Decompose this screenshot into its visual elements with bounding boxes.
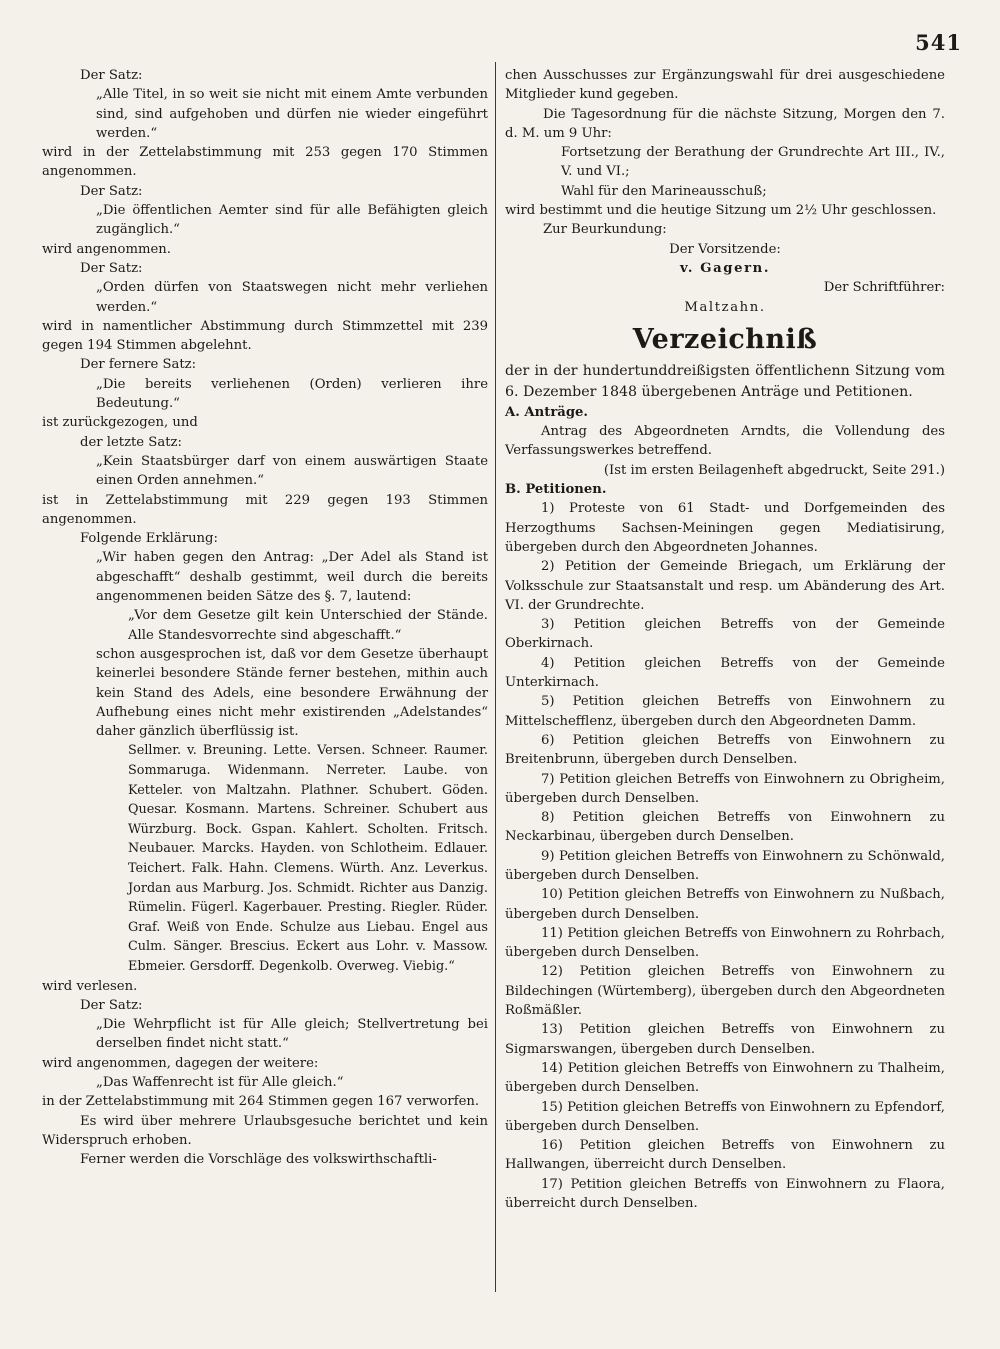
declaration: „Wir haben gegen den Antrag: „Der Adel als Stand ist abgeschafft“ deshalb gestimmt, weil durch die bereits angenommenen beiden Sätze des §. 7, lautend: — [96, 550, 488, 605]
quote: „Kein Staatsbürger darf von einem auswärtigen Staate einen Orden annehmen.“ — [96, 453, 488, 489]
chair-name: v. Gagern. — [679, 260, 771, 276]
paragraph: ist zurückgezogen, und — [42, 415, 198, 431]
paragraph: wird angenommen. — [42, 241, 171, 257]
chair-label: Der Vorsitzende: — [669, 241, 781, 257]
page-number: 541 — [915, 30, 962, 55]
agenda-item: Wahl für den Marineausschuß; — [561, 183, 767, 199]
paragraph: Es wird über mehrere Urlaubsgesuche berichtet und kein Widerspruch erhoben. — [42, 1113, 488, 1148]
paragraph: wird bestimmt und die heutige Sitzung um 2½ Uhr geschlossen. — [505, 203, 937, 219]
quote: „Das Waffenrecht ist für Alle gleich.“ — [96, 1075, 344, 1090]
petition-item: 6) Petition gleichen Betreffs von Einwohnern zu Breitenbrunn, übergeben durch Denselben. — [505, 732, 945, 768]
quote: „Die bereits verliehenen (Orden) verlieren ihre Bedeutung.“ — [96, 376, 488, 412]
petition-item: 16) Petition gleichen Betreffs von Einwohnern zu Hallwangen, überreicht durch Denselben. — [505, 1138, 945, 1173]
column-divider — [495, 62, 496, 1292]
section-a-heading: A. Anträge. — [505, 404, 589, 420]
paragraph: der letzte Satz: — [80, 434, 182, 450]
petition-item: 2) Petition der Gemeinde Briegach, um Erklärung der Volksschule zur Staatsanstalt und resp. um Abänderung des Art. VI. der Grundrechte. — [505, 559, 945, 613]
petition-item: 10) Petition gleichen Betreffs von Einwohnern zu Nußbach, übergeben durch Denselben. — [505, 887, 945, 922]
left-column — [42, 66, 488, 1169]
certification: Zur Beurkundung: — [543, 222, 667, 238]
quote: „Vor dem Gesetze gilt kein Unterschied der Stände. Alle Standesvorrechte sind abgeschafft.“ — [128, 608, 488, 643]
agenda: Die Tagesordnung für die nächste Sitzung, Morgen den 7. d. M. um 9 Uhr: — [505, 106, 945, 141]
quote: „Alle Titel, in so weit sie nicht mit einem Amte verbunden sind, sind aufgehoben und dürfen nie wieder eingeführt werden.“ — [96, 87, 488, 141]
section-b-heading: B. Petitionen. — [505, 482, 607, 498]
petition-item: 7) Petition gleichen Betreffs von Einwohnern zu Obrigheim, übergeben durch Denselben. — [505, 771, 945, 806]
paragraph: Der Satz: — [80, 260, 143, 276]
agenda-item: Fortsetzung der Berathung der Grundrechte Art III., IV., V. und VI.; — [561, 145, 945, 180]
petition-item: 5) Petition gleichen Betreffs von Einwohnern zu Mittelschefflenz, übergeben durch den Abgeordneten Damm. — [505, 694, 945, 729]
paragraph: wird angenommen, dagegen der weitere: — [42, 1055, 319, 1071]
motion-note: (Ist im ersten Beilagenheft abgedruckt, Seite 291.) — [603, 462, 945, 478]
paragraph: Der fernere Satz: — [80, 357, 197, 373]
petition-item: 1) Proteste von 61 Stadt- und Dorfgemeinden des Herzogthums Sachsen-Meiningen gegen Mediatisirung, übergeben durch den Abgeordneten Johannes. — [505, 501, 945, 555]
petition-item: 14) Petition gleichen Betreffs von Einwohnern zu Thalheim, übergeben durch Denselben. — [505, 1060, 945, 1096]
petition-item: 13) Petition gleichen Betreffs von Einwohnern zu Sigmarswangen, übergeben durch Denselben. — [505, 1022, 945, 1057]
declaration: schon ausgesprochen ist, daß vor dem Gesetze überhaupt keinerlei besondere Stände ferner bestehen, mithin auch kein Stand des Adels, eine besondere Erwähnung der Aufhebung eines nicht mehr existirenden „Adelstandes“ daher gänzlich überflüssig ist. — [96, 646, 488, 740]
register-subtitle: der in der hundertunddreißigsten öffentlichenn Sitzung vom 6. Dezember 1848 übergebenen Anträge und Petitionen. — [505, 362, 945, 400]
paragraph: wird in der Zettelabstimmung mit 253 gegen 170 Stimmen angenommen. — [42, 145, 488, 180]
petition-item: 4) Petition gleichen Betreffs von der Gemeinde Unterkirnach. — [505, 655, 945, 691]
paragraph: Der Satz: — [80, 997, 143, 1013]
paragraph: Ferner werden die Vorschläge des volkswirthschaftli- — [80, 1152, 437, 1168]
petition-item: 15) Petition gleichen Betreffs von Einwohnern zu Epfendorf, übergeben durch Denselben. — [505, 1099, 945, 1134]
paragraph: Der Satz: — [80, 183, 143, 199]
paragraph: wird verlesen. — [42, 978, 138, 994]
right-column — [505, 66, 945, 1213]
paragraph: Der Satz: — [80, 68, 143, 83]
quote: „Die Wehrpflicht ist für Alle gleich; Stellvertretung bei derselben findet nicht statt.“ — [96, 1017, 488, 1052]
petition-item: 17) Petition gleichen Betreffs von Einwohnern zu Flaora, überreicht durch Denselben. — [505, 1176, 945, 1212]
petition-item: 9) Petition gleichen Betreffs von Einwohnern zu Schönwald, übergeben durch Denselben. — [505, 848, 945, 883]
secretary-name: Maltzahn. — [684, 299, 766, 315]
paragraph: wird in namentlicher Abstimmung durch Stimmzettel mit 239 gegen 194 Stimmen abgelehnt. — [42, 318, 488, 354]
register-title: Verzeichniß — [632, 323, 818, 355]
quote: „Die öffentlichen Aemter sind für alle Befähigten gleich zugänglich.“ — [96, 203, 488, 238]
secretary-label: Der Schriftführer: — [823, 280, 945, 296]
petition-item: 3) Petition gleichen Betreffs von der Gemeinde Oberkirnach. — [505, 617, 945, 652]
motion: Antrag des Abgeordneten Arndts, die Vollendung des Verfassungswerkes betreffend. — [505, 424, 945, 459]
paragraph: chen Ausschusses zur Ergänzungswahl für drei ausgeschiedene Mitglieder kund gegeben. — [505, 68, 945, 103]
quote: „Orden dürfen von Staatswegen nicht mehr verliehen werden.“ — [96, 280, 488, 315]
petition-item: 12) Petition gleichen Betreffs von Einwohnern zu Bildechingen (Würtemberg), übergeben durch den Abgeordneten Roßmäßler. — [505, 964, 945, 1019]
paragraph: in der Zettelabstimmung mit 264 Stimmen gegen 167 verworfen. — [42, 1094, 480, 1110]
signatories: Sellmer. v. Breuning. Lette. Versen. Schneer. Raumer. Sommaruga. Widenmann. Nerreter. Laube. von Ketteler. von Maltzahn. Plathner. Schubert. Göden. Quesar. Kosmann. Martens. Schreiner. Schubert aus Würzburg. Bock. Gspan. Kahlert. Scholten. Fritsch. Neubauer. Marcks. Hayden. von Schlotheim. Edlauer. Teichert. Falk. Hahn. Clemens. Würth. Anz. Leverkus. Jordan aus Marburg. Jos. Schmidt. Richter aus Danzig. Rümelin. Fügerl. Kagerbauer. Presting. Riegler. Rüder. Graf. Weiß von Ende. Schulze aus Liebau. Engel aus Culm. Sänger. Brescius. Eckert aus Lohr. v. Massow. Ebmeier. Gersdorff. Degenkolb. Overweg. Viebig.“ — [128, 743, 488, 974]
petition-item: 8) Petition gleichen Betreffs von Einwohnern zu Neckarbinau, übergeben durch Denselben. — [505, 810, 945, 845]
paragraph: Folgende Erklärung: — [80, 531, 218, 547]
paragraph: ist in Zettelabstimmung mit 229 gegen 193 Stimmen angenommen. — [42, 492, 488, 527]
petition-item: 11) Petition gleichen Betreffs von Einwohnern zu Rohrbach, übergeben durch Denselben. — [505, 925, 945, 961]
